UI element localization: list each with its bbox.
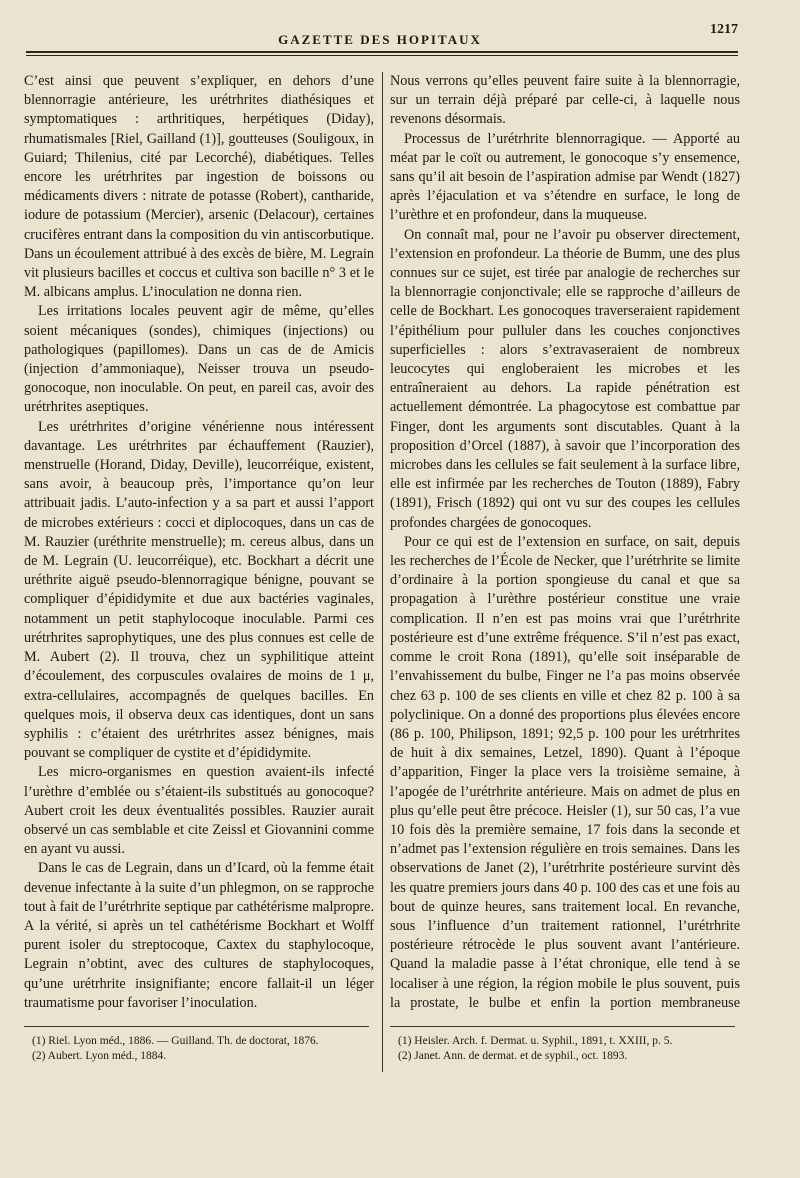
paragraph: Les micro-organismes en question avaient-ils infecté l’urèthre d’emblée ou s’étaient-ils substitués au gonocoque? Aubert croit les deux éventualités possibles. Rauzier aurait observé un cas semblable et cite Zeissl et Giovannini comme en ayant vu aussi. bbox=[24, 764, 374, 858]
paragraph: On connaît mal, pour ne l’avoir pu observer directement, l’extension en profondeur. La théorie de Bumm, une des plus connues sur ce sujet, est tirée par analogie de recherches sur la blennorragie conjonctivale; elle se rapproche d’ailleurs de celle de Bockhart. Les gonocoques traverseraient rapidement l’épithélium pour pulluler dans les couches conjonctives superficielles : alors s’extravaseraient de nombreux leucocytes qui engloberaient les microbes et les entraîneraient au dehors. La rapide pénétration est actuellement démontrée. La phagocytose est combattue par Finger, dont les arguments sont discutables. Quant à la proposition d’Orcel (1887), à savoir que l’incorporation des microbes dans les cellules se fait seulement à la surface libre, elle est infirmée par les recherches de Touton (1889), Fabry (1891), Frisch (1892) qui ont vu sur des coupes les cellules profondes chargées de gonocoques. bbox=[390, 226, 740, 531]
paragraph: Processus de l’urétrhrite blennorragique. — Apporté au méat par le coït ou autrement, le gonocoque s’y ensemence, sans qu’il ait besoin de l’aspiration admise par Wendt (1827) après l’éjaculation et va s’étendre en surface, le long de l’urèthre et en profondeur, dans la muqueuse. bbox=[390, 130, 740, 224]
footnote-rule bbox=[24, 1026, 369, 1027]
paragraph: Les urétrhrites d’origine vénérienne nous intéressent davantage. Les urétrhrites par échauffement (Rauzier), menstruelle (Horand, Diday, Deville), leucorréique, existent, sans avoir, à beaucoup près, l’importance qu’on leur attribuait jadis. L’auto-infection y a sa part et aussi l’apport de microbes extérieurs : cocci et diplocoques, dans un cas de M. Rauzier (uréthrite menstruelle); m. cereus albus, dans un de M. Legrain (U. leucorréique), etc. Bockhart a décrit une uréthrite aiguë pseudo-blennorragique bénigne, pouvant se compliquer d’épididymite et due aux bactéries vaginales, notamment un petit staphylocoque inoculable. Parmi ces urétrhrites saprophytiques, une des plus connues est celle de M. Aubert (2). Il trouva, chez un syphilitique atteint d’écoulement, des corpuscules ovalaires de moins de 1 μ, extra-cellulaires, accompagnés de quelques bacilles. En quelques mois, il observa deux cas identiques, dont un sans syphilis : c’étaient des urétrhrites assez bénignes, mais pouvant se compliquer de cystite et d’épididymite. bbox=[24, 418, 374, 762]
right-column bbox=[390, 72, 740, 1012]
header-rule-thin bbox=[26, 55, 738, 56]
paragraph: Les irritations locales peuvent agir de même, qu’elles soient mécaniques (sondes), chimiques (injections) ou pathologiques (papillomes). Dans un cas de de Amicis (injection d’ammoniaque), Neisser trouva un pseudo-gonocoque, non inoculable. On peut, en pareil cas, avoir des urétrhrites aseptiques. bbox=[24, 303, 374, 416]
column-divider bbox=[382, 72, 383, 1072]
left-column bbox=[24, 72, 374, 1012]
right-footnotes bbox=[398, 1034, 748, 1064]
paragraph: C’est ainsi que peuvent s’expliquer, en dehors d’une blennorragie antérieure, les urétrhrites diathésiques et symptomatiques : arthritiques, herpétiques (Diday), rhumatismales [Riel, Gailland (1)], goutteuses (Souligoux, in Guiard; Thilenius, cité par Lecorché), diabétiques. Telles encore les urétrhrites par ingestion de boissons ou médicaments divers : nitrate de potasse (Robert), cantharide, iodure de potassium (Mercier), arsenic (Delacour), certaines crucifères entrant dans la composition du vin antiscorbutique. Dans un écoulement attribué à des excès de bière, M. Legrain vit plusieurs bacilles et coccus et cultiva son bacille n° 3 et le M. albicans amplus. L’inoculation ne donna rien. bbox=[24, 73, 374, 301]
journal-title: GAZETTE DES HOPITAUX bbox=[278, 32, 482, 47]
left-footnotes bbox=[32, 1034, 382, 1064]
page-header bbox=[22, 22, 738, 48]
page-number: 1217 bbox=[710, 22, 738, 37]
paragraph: Nous verrons qu’elles peuvent faire suite à la blennorragie, sur un terrain déjà préparé par celle-ci, à laquelle nous revenons désormais. bbox=[390, 73, 740, 128]
header-rule bbox=[26, 51, 738, 53]
footnote: (2) Aubert. Lyon méd., 1884. bbox=[32, 1050, 167, 1062]
footnote: (2) Janet. Ann. de dermat. et de syphil., oct. 1893. bbox=[398, 1050, 628, 1062]
footnote: (1) Riel. Lyon méd., 1886. — Guilland. Th. de doctorat, 1876. bbox=[32, 1035, 319, 1047]
footnote: (1) Heisler. Arch. f. Dermat. u. Syphil., 1891, t. XXIII, p. 5. bbox=[398, 1035, 673, 1047]
paragraph: Pour ce qui est de l’extension en surface, on sait, depuis les recherches de l’École de Necker, que l’urétrhrite se limite d’ordinaire à la portion spongieuse du canal et que sa propagation à l’urèthre postérieur constitue une vraie complication. Il n’en est pas moins vrai que l’urétrhrite postérieure est d’une extrême fréquence. S’il n’est pas exact, comme le croit Rona (1891), qu’elle soit inséparable de l’envahissement du bulbe, Finger ne l’a pas moins observée chez 63 p. 100 de ses clients en ville et chez 82 p. 100 à sa polyclinique. On a donné des proportions plus élevées encore (86 p. 100, Philipson, 1891; 92,5 p. 100 pour les urétrhrites de huit à dix semaines, Letzel, 1890). Quant à l’époque d’apparition, Finger la place vers la troisième semaine, à l’apogée de l’urétrhrite antérieure. Mais on admet de plus en plus qu’elle peut être précoce. Heisler (1), sur 50 cas, l’a vue 10 fois dès la première semaine, 17 fois dans la seconde et n’admet pas l’extension régulière en trois semaines. Dans les observations de Janet (2), l’urétrhrite postérieure survint dès les quatre premiers jours dans 40 p. 100 des cas et une fois au bout de quinze heures, sans traitement local. En revanche, sous l’influence d’un traitement rationnel, l’urétrhrite postérieure rétrocède le plus souvent avant l’antérieure. Quand la maladie passe à l’état chronique, elle tend à se localiser à une région, la région mobile le plus souvent, puis la prostate, le bulbe et enfin la portion membraneuse bbox=[390, 533, 740, 1011]
paragraph: Dans le cas de Legrain, dans un d’Icard, où la femme était devenue infectante à la suite d’un phlegmon, on se rapproche tout à fait de l’urétrhrite septique par cathétérisme malpropre. A la vérité, si après un tel cathétérisme Bockhart et Wolff purent isoler du streptocoque, Caxtex du staphylocoque, Legrain n’obtint, avec des cultures de staphylocoques, qu’une urétrhrite insignifiante; encore fallait-il un léger traumatisme pour favoriser l’inoculation. bbox=[24, 860, 374, 1011]
footnote-rule bbox=[390, 1026, 735, 1027]
